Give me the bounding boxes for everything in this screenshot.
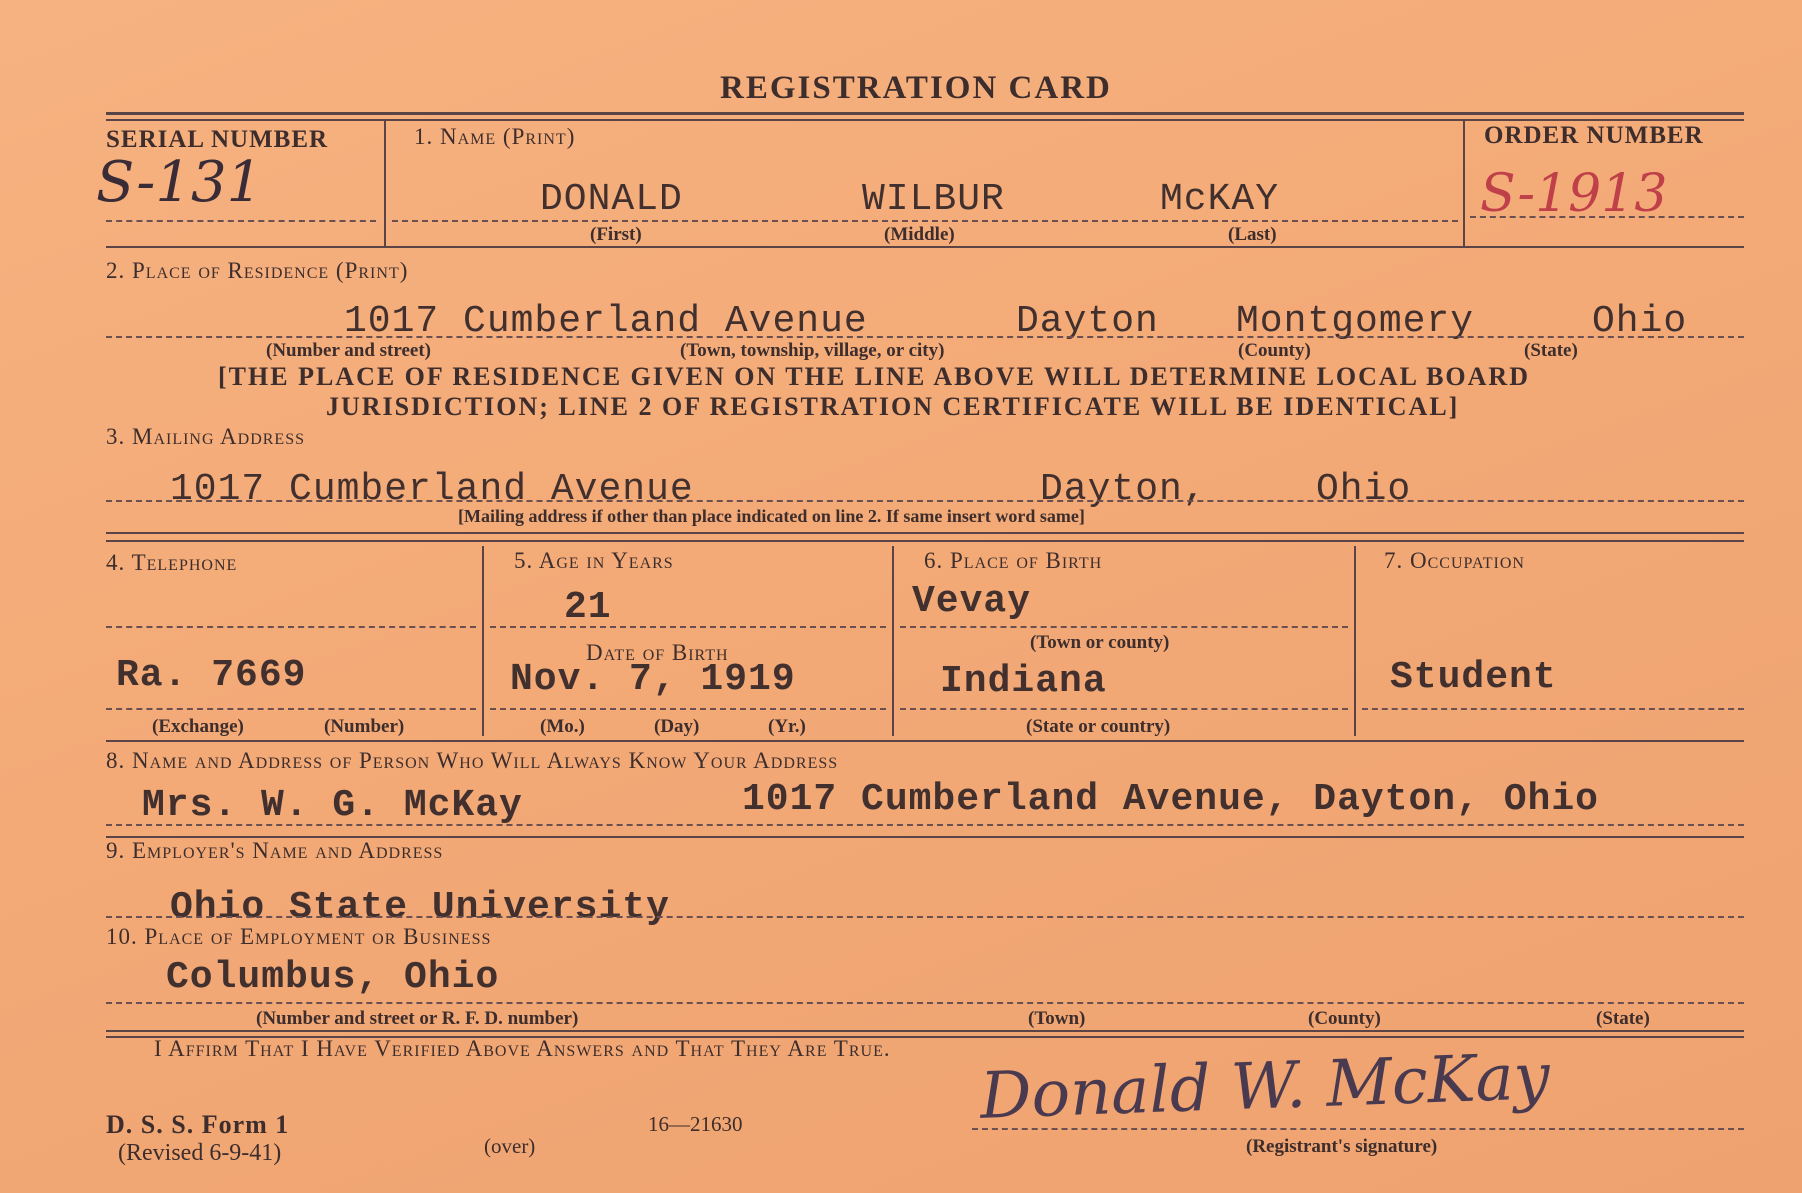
contact-name: Mrs. W. G. McKay	[142, 784, 523, 827]
residence-note-line2: JURISDICTION; LINE 2 OF REGISTRATION CERTIFICATE WILL BE IDENTICAL]	[326, 392, 1460, 421]
employment-street-caption: (Number and street or R. F. D. number)	[256, 1008, 579, 1029]
residence-county: Montgomery	[1236, 300, 1475, 343]
mailing-city: Dayton,	[1040, 468, 1207, 511]
signature-line	[972, 1128, 1744, 1130]
serial-number-label: SERIAL NUMBER	[106, 126, 329, 153]
dob-day-caption: (Day)	[654, 716, 700, 737]
birthplace-line-2	[900, 708, 1348, 710]
residence-county-caption: (County)	[1238, 340, 1311, 361]
birthplace-town-caption: (Town or county)	[1030, 632, 1170, 653]
age-label: 5. Age in Years	[514, 548, 674, 573]
form-code: 16—21630	[648, 1112, 743, 1136]
residence-town-caption: (Town, township, village, or city)	[680, 340, 945, 361]
serial-line	[106, 220, 376, 222]
birthplace-line-1	[900, 626, 1348, 628]
order-line	[1470, 216, 1744, 218]
mailing-caption: [Mailing address if other than place indicated on line 2. If same insert word same]	[458, 506, 1085, 526]
name-middle-caption: (Middle)	[884, 224, 955, 245]
name-label: 1. Name (Print)	[414, 124, 576, 149]
dob-label: Date of Birth	[586, 640, 729, 665]
divider	[1463, 120, 1465, 246]
contact-line	[106, 824, 1744, 826]
order-number-value: S-1913	[1480, 164, 1668, 224]
residence-street-caption: (Number and street)	[266, 340, 431, 361]
residence-line	[106, 336, 1744, 338]
top-rule	[106, 112, 1744, 115]
row-rule	[106, 246, 1744, 248]
form-over: (over)	[484, 1134, 536, 1158]
mailing-state: Ohio	[1316, 468, 1412, 511]
divider	[1354, 546, 1356, 736]
dob-mo-caption: (Mo.)	[540, 716, 585, 737]
name-middle: WILBUR	[862, 178, 1005, 221]
employment-county-caption: (County)	[1308, 1008, 1381, 1029]
row-rule	[106, 740, 1744, 742]
name-last: McKAY	[1160, 178, 1280, 221]
employment-place-line	[106, 1002, 1744, 1004]
employer-line	[106, 916, 1744, 918]
card-title: REGISTRATION CARD	[720, 70, 1112, 106]
name-first: DONALD	[540, 178, 683, 221]
contact-address: 1017 Cumberland Avenue, Dayton, Ohio	[742, 778, 1599, 821]
employment-town-caption: (Town)	[1028, 1008, 1086, 1029]
row-rule	[106, 1030, 1744, 1032]
birthplace-state-caption: (State or country)	[1026, 716, 1171, 737]
age-value: 21	[564, 586, 612, 629]
telephone-line-1	[106, 626, 476, 628]
name-line	[392, 220, 1458, 222]
mailing-line	[106, 500, 1744, 502]
name-first-caption: (First)	[590, 224, 642, 245]
telephone-exchange-caption: (Exchange)	[152, 716, 244, 737]
residence-state-caption: (State)	[1524, 340, 1578, 361]
age-line	[490, 626, 886, 628]
name-last-caption: (Last)	[1228, 224, 1277, 245]
employment-place-value: Columbus, Ohio	[166, 956, 500, 999]
residence-street: 1017 Cumberland Avenue	[344, 300, 868, 343]
registrant-signature: Donald W. McKay	[978, 1040, 1551, 1134]
occupation-line	[1362, 708, 1744, 710]
serial-number-value: S-131	[96, 150, 263, 215]
affirmation-text: I Affirm That I Have Verified Above Answers and That They Are True.	[154, 1036, 891, 1061]
telephone-number-caption: (Number)	[324, 716, 405, 737]
birthplace-label: 6. Place of Birth	[924, 548, 1103, 573]
divider	[892, 546, 894, 736]
employment-place-label: 10. Place of Employment or Business	[106, 924, 492, 949]
form-name: D. S. S. Form 1	[106, 1110, 290, 1139]
mailing-label: 3. Mailing Address	[106, 424, 305, 449]
birthplace-state: Indiana	[940, 660, 1107, 703]
order-number-label: ORDER NUMBER	[1484, 122, 1704, 149]
dob-value: Nov. 7, 1919	[510, 658, 796, 701]
signature-caption: (Registrant's signature)	[1246, 1136, 1438, 1157]
row-rule	[106, 540, 1744, 542]
mailing-street: 1017 Cumberland Avenue	[170, 468, 694, 511]
residence-note-line1: [THE PLACE OF RESIDENCE GIVEN ON THE LINE ABOVE WILL DETERMINE LOCAL BOARD	[218, 362, 1530, 391]
occupation-label: 7. Occupation	[1384, 548, 1525, 573]
residence-state: Ohio	[1592, 300, 1688, 343]
telephone-label: 4. Telephone	[106, 550, 238, 575]
employment-state-caption: (State)	[1596, 1008, 1650, 1029]
occupation-value: Student	[1390, 656, 1557, 699]
employer-label: 9. Employer's Name and Address	[106, 838, 444, 863]
residence-label: 2. Place of Residence (Print)	[106, 258, 409, 283]
residence-town: Dayton	[1016, 300, 1159, 343]
row-rule	[106, 532, 1744, 534]
birthplace-town: Vevay	[912, 580, 1032, 623]
contact-label: 8. Name and Address of Person Who Will Always Know Your Address	[106, 748, 839, 773]
dob-yr-caption: (Yr.)	[768, 716, 806, 737]
divider	[384, 120, 386, 246]
telephone-line-2	[106, 708, 476, 710]
dob-line	[490, 708, 886, 710]
form-revised: (Revised 6-9-41)	[118, 1140, 282, 1166]
employer-value: Ohio State University	[170, 886, 670, 929]
divider	[482, 546, 484, 736]
top-rule-2	[106, 119, 1744, 121]
telephone-value: Ra. 7669	[116, 654, 307, 697]
